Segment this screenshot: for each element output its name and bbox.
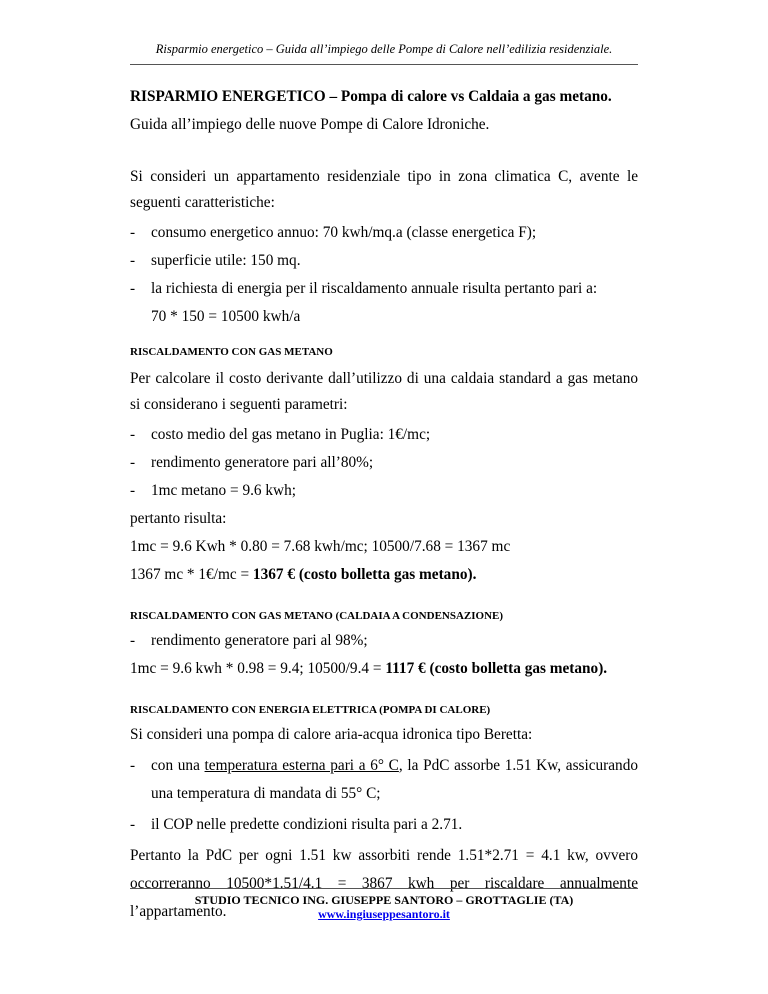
bullet-dash: - xyxy=(130,426,136,443)
bullet-dash: - xyxy=(130,632,136,649)
gas-paragraph: Per calcolare il costo derivante dall’utilizzo di una caldaia standard a gas metano si considerano i seguenti parametri: xyxy=(130,370,638,413)
underlined-temperature: temperatura esterna pari a 6° C xyxy=(204,757,399,774)
list-item: - costo medio del gas metano in Puglia: 1€/mc; xyxy=(130,424,638,446)
gas-calc-1: 1mc = 9.6 Kwh * 0.80 = 7.68 kwh/mc; 10500/7.68 = 1367 mc xyxy=(130,538,511,555)
list-item: - 1mc metano = 9.6 kwh; xyxy=(130,480,638,502)
section-heading-gas: RISCALDAMENTO CON GAS METANO xyxy=(130,346,333,358)
footer-divider xyxy=(130,888,638,889)
heat-pump-conclusion: Pertanto la PdC per ogni 1.51 kw assorbiti rende 1.51*2.71 = 4.1 kw, ovvero occorreranno 10500*1.51/4.1 = 3867 kwh per riscaldare annualmente l’appartamento. xyxy=(130,847,638,920)
bullet-dash: - xyxy=(130,454,136,471)
footer-studio: STUDIO TECNICO ING. GIUSEPPE SANTORO – GROTTAGLIE (TA) xyxy=(194,893,574,907)
page-footer xyxy=(0,893,768,921)
gas-calc-2: 1367 mc * 1€/mc = 1367 € (costo bolletta gas metano). xyxy=(130,566,477,583)
bullet-dash: - xyxy=(130,224,136,241)
list-item: - il COP nelle predette condizioni risulta pari a 2.71. xyxy=(130,814,638,836)
bullet-dash: - xyxy=(130,816,136,833)
condensing-calc: 1mc = 9.6 kwh * 0.98 = 9.4; 10500/9.4 = 1117 € (costo bolletta gas metano). xyxy=(130,660,608,677)
document-subtitle: Guida all’impiego delle nuove Pompe di Calore Idroniche. xyxy=(130,116,490,133)
page-header: Risparmio energetico – Guida all’impiego delle Pompe di Calore nell’edilizia residenziale. xyxy=(155,42,613,56)
bullet-dash: - xyxy=(130,252,136,269)
heat-pump-paragraph: Si consideri una pompa di calore aria-acqua idronica tipo Beretta: xyxy=(130,726,533,743)
list-item: - superficie utile: 150 mq. xyxy=(130,250,638,272)
bullet-dash: - xyxy=(130,757,136,774)
gas-result-intro: pertanto risulta: xyxy=(130,510,227,527)
section-heading-condensing: RISCALDAMENTO CON GAS METANO (CALDAIA A CONDENSAZIONE) xyxy=(130,610,504,622)
list-item: - rendimento generatore pari all’80%; xyxy=(130,452,638,474)
condensing-cost-result: 1117 € (costo bolletta gas metano). xyxy=(385,660,608,677)
section-heading-heat-pump: RISCALDAMENTO CON ENERGIA ELETTRICA (POMPA DI CALORE) xyxy=(130,704,491,716)
gas-cost-result: 1367 € (costo bolletta gas metano). xyxy=(252,566,477,583)
intro-formula: 70 * 150 = 10500 kwh/a xyxy=(151,308,301,325)
list-item: - rendimento generatore pari al 98%; xyxy=(130,630,638,652)
bullet-dash: - xyxy=(130,280,136,297)
document-title: RISPARMIO ENERGETICO – Pompa di calore vs Caldaia a gas metano. xyxy=(130,88,612,105)
list-item: - con una temperatura esterna pari a 6° C, la PdC assorbe 1.51 Kw, assicurando una temperatura di mandata di 55° C; xyxy=(130,752,638,808)
document-body xyxy=(130,86,638,926)
header-divider xyxy=(130,64,638,65)
footer-website-link[interactable]: www.ingiuseppesantoro.it xyxy=(318,907,450,921)
list-item: - la richiesta di energia per il riscaldamento annuale risulta pertanto pari a: xyxy=(130,278,638,300)
intro-paragraph: Si consideri un appartamento residenziale tipo in zona climatica C, avente le seguenti caratteristiche: xyxy=(130,168,638,211)
list-item: - consumo energetico annuo: 70 kwh/mq.a (classe energetica F); xyxy=(130,222,638,244)
bullet-dash: - xyxy=(130,482,136,499)
